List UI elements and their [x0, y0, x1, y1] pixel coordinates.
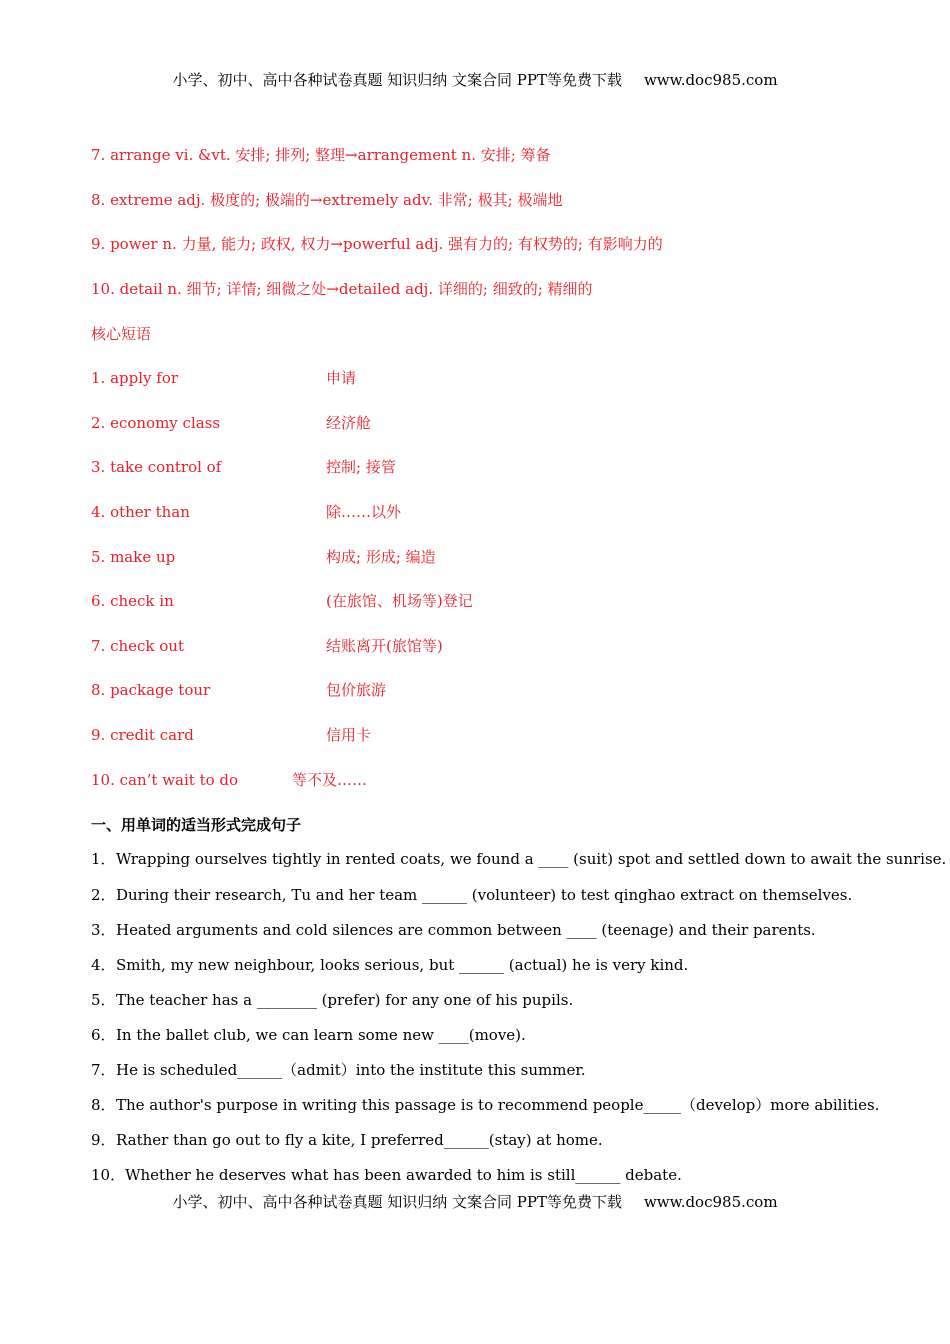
- exercise-text: Heated arguments and cold silences are common between ____ (teenage) and their parents.: [116, 921, 816, 939]
- phrase-english: 2. economy class: [91, 414, 221, 432]
- phrase-english: 6. check in: [91, 592, 174, 610]
- phrases-heading: 核心短语: [91, 325, 152, 343]
- exercise-text: Wrapping ourselves tightly in rented coats, we found a ____ (suit) spot and settled down to await the sunrise.: [116, 850, 947, 868]
- exercise-item: [91, 1060, 586, 1080]
- phrase-english: 9. credit card: [91, 726, 194, 744]
- page-header: [0, 69, 950, 90]
- phrase-chinese: 申请: [326, 369, 357, 387]
- exercise-text: Smith, my new neighbour, looks serious, but ______ (actual) he is very kind.: [116, 956, 689, 974]
- exercise-number: 4．: [91, 956, 116, 974]
- exercise-section-title: 一、用单词的适当形式完成句子: [91, 816, 302, 834]
- exercise-number: 6．: [91, 1026, 116, 1044]
- exercise-item: [91, 990, 573, 1010]
- exercise-number: 3．: [91, 921, 116, 939]
- phrase-chinese: 除……以外: [326, 503, 402, 521]
- exercise-number: 9．: [91, 1131, 116, 1149]
- exercise-text: In the ballet club, we can learn some new ____(move).: [116, 1026, 526, 1044]
- exercise-number: 5．: [91, 991, 116, 1009]
- exercise-item: [91, 1165, 682, 1185]
- phrase-english: 10. can’t wait to do: [91, 771, 239, 789]
- phrase-english: 1. apply for: [91, 369, 179, 387]
- word-entry: 7. arrange vi. &vt. 安排; 排列; 整理→arrangement n. 安排; 筹备: [91, 146, 551, 164]
- word-entry: 10. detail n. 细节; 详情; 细微之处→detailed adj. 详细的; 细致的; 精细的: [91, 280, 593, 298]
- phrase-chinese: 构成; 形成; 编造: [326, 548, 436, 566]
- exercise-number: 7．: [91, 1061, 116, 1079]
- exercise-text: Rather than go out to fly a kite, I preferred______(stay) at home.: [116, 1131, 603, 1149]
- footer-text: 小学、初中、高中各种试卷真题 知识归纳 文案合同 PPT等免费下载: [172, 1193, 622, 1211]
- header-site-link[interactable]: www.doc985.com: [643, 71, 778, 89]
- phrase-chinese: (在旅馆、机场等)登记: [326, 592, 473, 610]
- page-footer: [0, 1191, 950, 1212]
- exercise-text: He is scheduled______（admit）into the institute this summer.: [116, 1061, 586, 1079]
- exercise-number: 10．: [91, 1166, 126, 1184]
- phrase-chinese: 信用卡: [326, 726, 372, 744]
- exercise-text: The author's purpose in writing this passage is to recommend people_____（develop）more abilities.: [116, 1096, 880, 1114]
- phrase-english: 8. package tour: [91, 681, 211, 699]
- header-text: 小学、初中、高中各种试卷真题 知识归纳 文案合同 PPT等免费下载: [172, 71, 622, 89]
- phrase-english: 3. take control of: [91, 458, 222, 476]
- exercise-text: During their research, Tu and her team ______ (volunteer) to test qinghao extract on themselves.: [116, 886, 853, 904]
- word-entry: 9. power n. 力量, 能力; 政权, 权力→powerful adj. 强有力的; 有权势的; 有影响力的: [91, 235, 663, 253]
- phrase-english: 7. check out: [91, 637, 184, 655]
- phrase-chinese: 包价旅游: [326, 681, 387, 699]
- phrase-chinese: 控制; 接管: [326, 458, 396, 476]
- phrase-english: 5. make up: [91, 548, 176, 566]
- exercise-item: [91, 920, 816, 940]
- exercise-number: 1．: [91, 850, 116, 868]
- exercise-number: 8．: [91, 1096, 116, 1114]
- exercise-number: 2．: [91, 886, 116, 904]
- exercise-text: The teacher has a ________ (prefer) for any one of his pupils.: [116, 991, 574, 1009]
- word-entry: 8. extreme adj. 极度的; 极端的→extremely adv. 非常; 极其; 极端地: [91, 191, 563, 209]
- exercise-text: Whether he deserves what has been awarded to him is still______ debate.: [125, 1166, 682, 1184]
- phrase-english: 4. other than: [91, 503, 190, 521]
- exercise-item: [91, 885, 852, 905]
- phrase-chinese: 等不及……: [292, 771, 368, 789]
- phrase-chinese: 结账离开(旅馆等): [326, 637, 443, 655]
- exercise-item: [91, 1095, 879, 1115]
- exercise-item: [91, 1025, 526, 1045]
- footer-site-link[interactable]: www.doc985.com: [643, 1193, 778, 1211]
- exercise-item: [91, 849, 946, 869]
- phrase-chinese: 经济舱: [326, 414, 372, 432]
- exercise-item: [91, 955, 688, 975]
- exercise-item: [91, 1130, 603, 1150]
